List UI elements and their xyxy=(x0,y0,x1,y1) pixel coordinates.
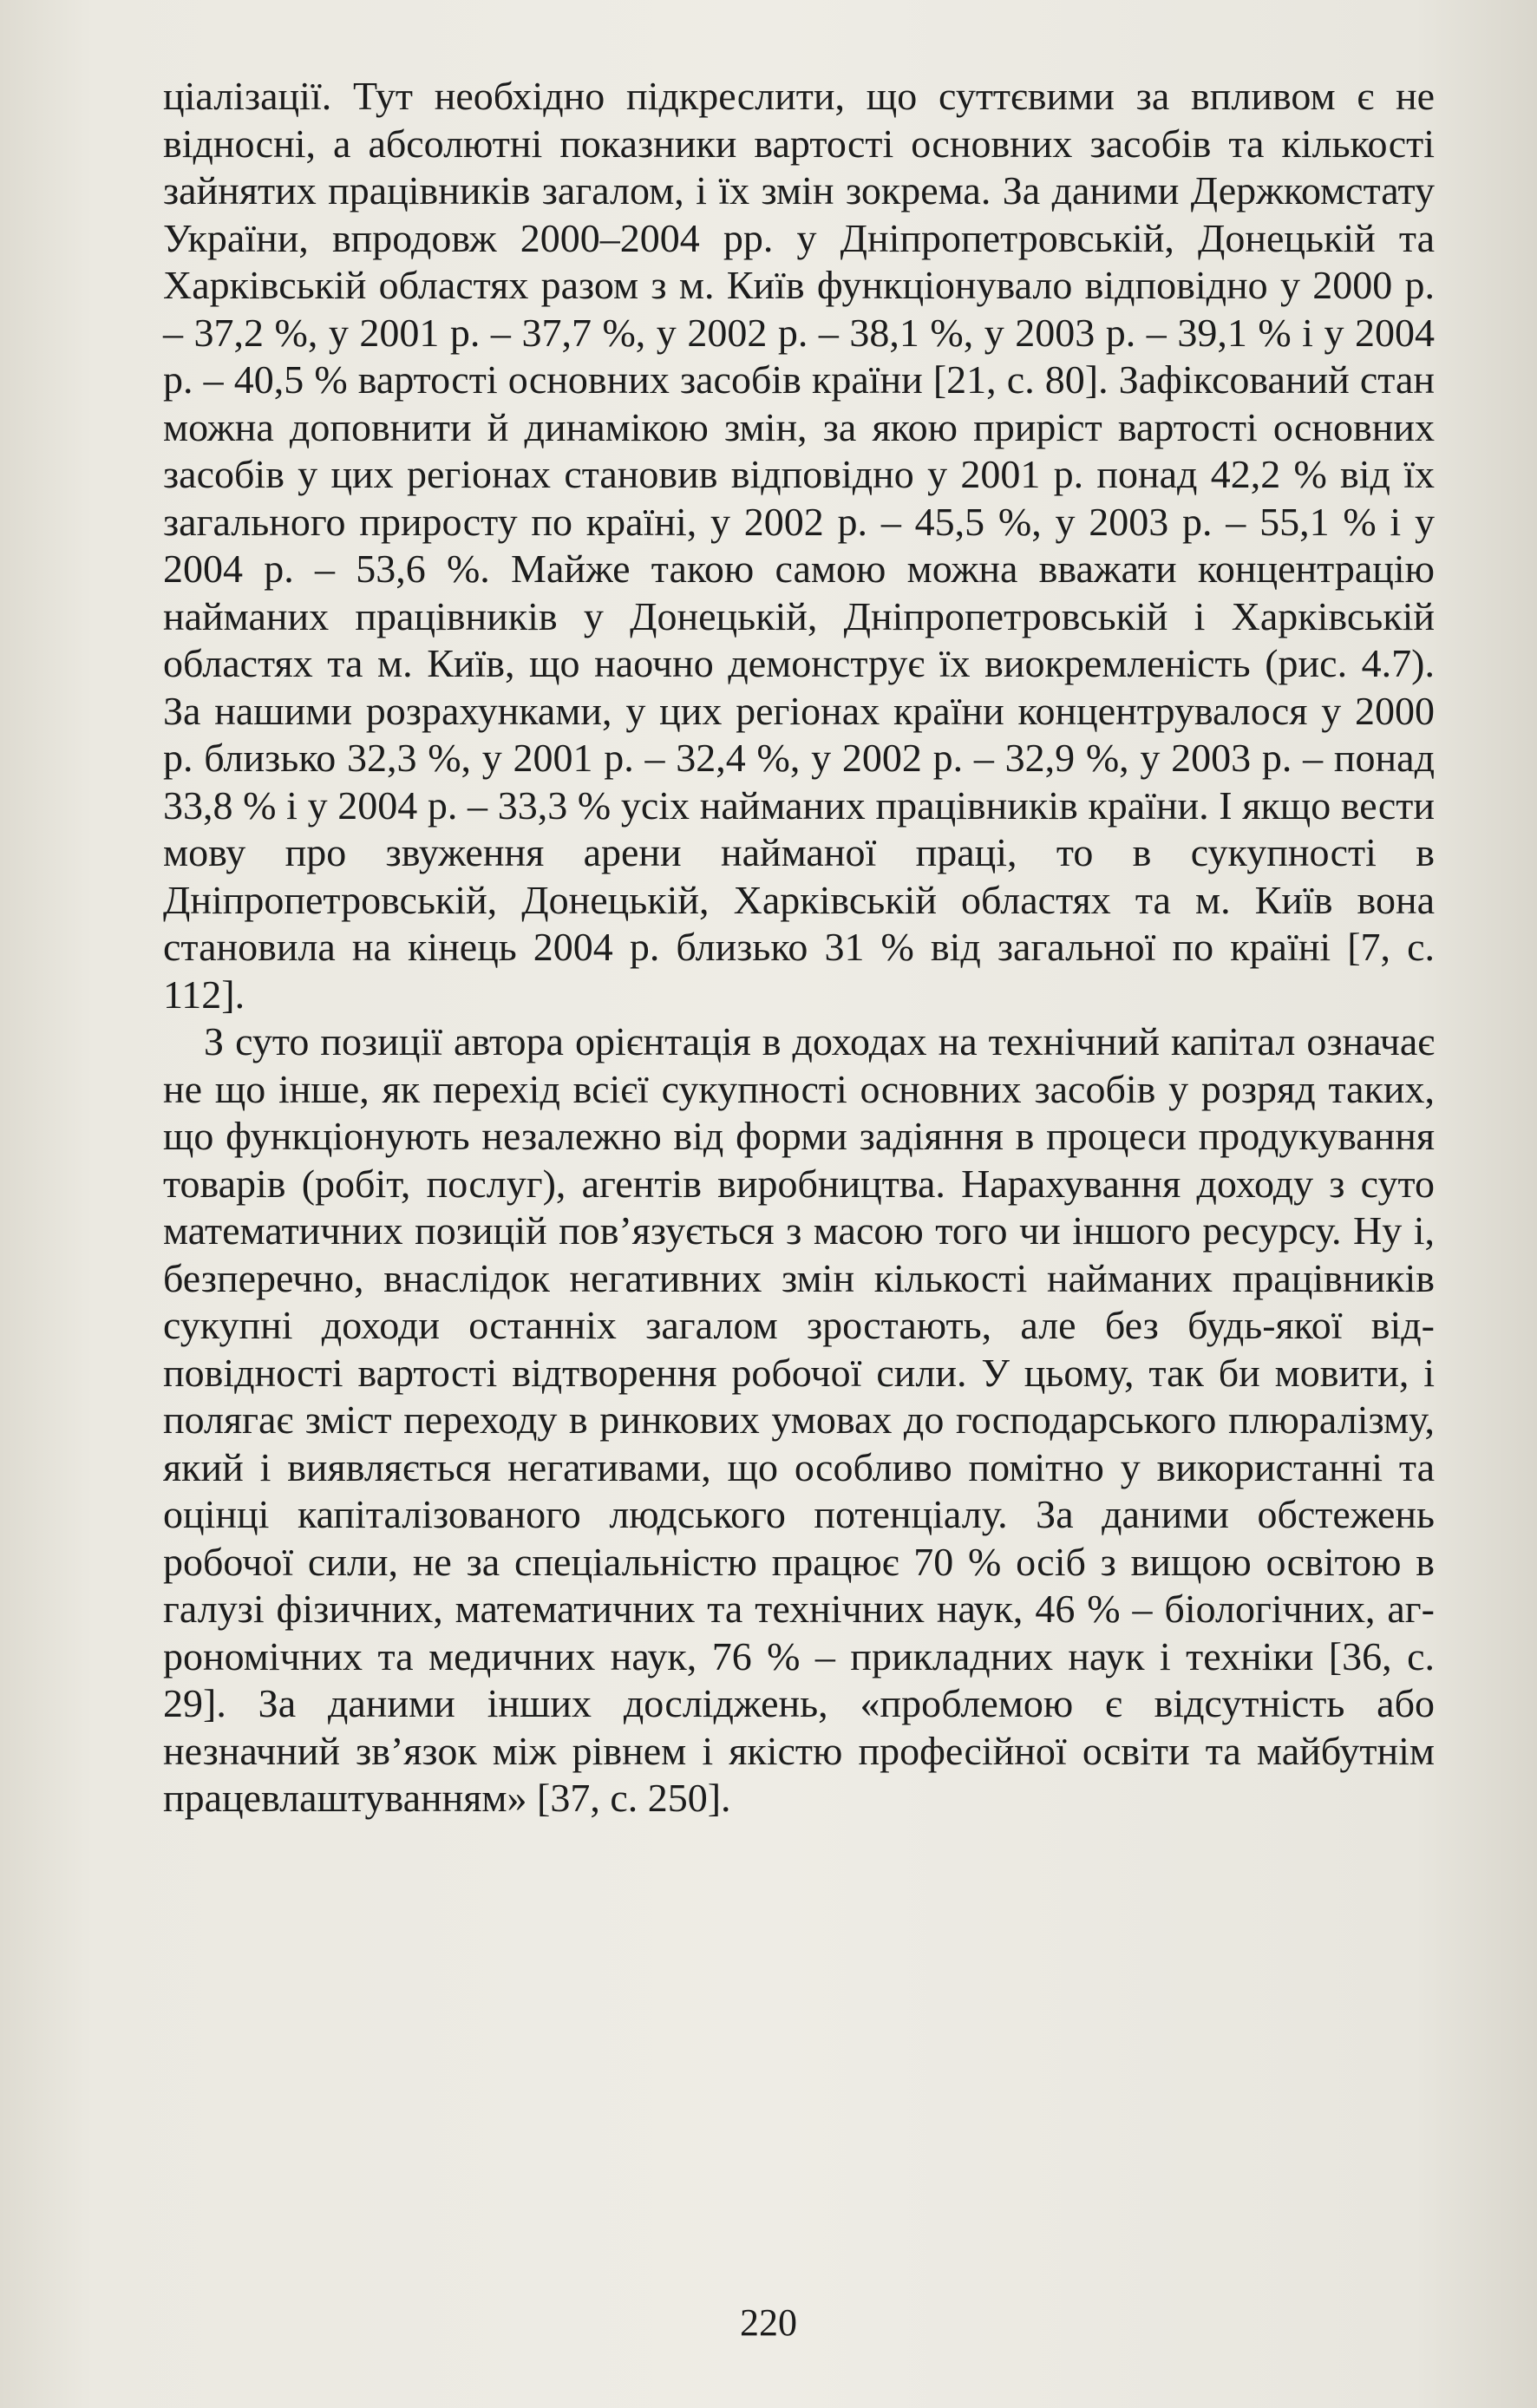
page-number: 220 xyxy=(740,2301,797,2344)
paragraph-continued: ціалізації. Тут необхідно підкреслити, що суттєвими за впливом є не відносні, а абсолютні показники вартості основних засобів та кількості зайнятих працівників загалом, і їх змін зокрема. За даними Держкомстату України, впродовж 2000–2004 рр. у Дніпропетровській, Донецькій та Харківській областях разом з м. Київ функціонувало відповідно у 2000 р. – 37,2 %, у 2001 р. – 37,7 %, у 2002 р. – 38,1 %, у 2003 р. – 39,1 % і у 2004 р. – 40,5 % вартості основних засобів країни [21, с. 80]. Зафіксований стан можна доповнити й динамікою змін, за якою приріст вартості основних засобів у цих регіонах становив відповідно у 2001 р. понад 42,2 % від їх загального приросту по країні, у 2002 р. – 45,5 %, у 2003 р. – 55,1 % і у 2004 р. – 53,6 %. Майже такою самою можна вважати концентрацію найманих працівників у Донецькій, Дніпропетровській і Харківській областях та м. Київ, що наочно демонструє їх виокремленість (рис. 4.7). За нашими розрахунками, у цих регіонах країни концентрувалося у 2000 р. близько 32,3 %, у 2001 р. – 32,4 %, у 2002 р. – 32,9 %, у 2003 р. – понад 33,8 % і у 2004 р. – 33,3 % усіх найманих працівників країни. І якщо вести мову про звуження арени найманої праці, то в сукупності в Дніпропетровській, Донецькій, Харківській областях та м. Київ вона становила на кінець 2004 р. близько 31 % від загальної по країні [7, с. 112]. xyxy=(163,74,1435,1017)
body-text xyxy=(163,73,1435,1822)
paragraph: З суто позиції автора орієнтація в доходах на технічний капітал означає не що інше, як перехід всієї сукупності основних засобів у розряд таких, що функціонують незалежно від форми задіяння в процеси продукування товарів (робіт, послуг), агентів виробництва. Нарахування доходу з суто математичних позицій пов’язується з масою того чи іншого ресурсу. Ну і, безперечно, внаслідок негативних змін кількості найманих працівників сукупні доходи останніх загалом зростають, але без будь-якої відповідності вартості відтворення робочої сили. У цьому, так би мовити, і полягає зміст переходу в ринкових умовах до господарського плюралізму, який і виявляється негативами, що особливо помітно у використанні та оцінці капіталізованого людського потенціалу. За даними обстежень робочої сили, не за спеціальністю працює 70 % осіб з вищою освітою в галузі фізичних, математичних та технічних наук, 46 % – біологічних, агрономічних та медичних наук, 76 % – прикладних наук і техніки [36, с. 29]. За даними інших досліджень, «проблемою є відсутність або незначний зв’язок між рівнем і якістю професійної освіти та майбутнім працевлаштуванням» [37, с. 250]. xyxy=(163,1019,1435,1820)
